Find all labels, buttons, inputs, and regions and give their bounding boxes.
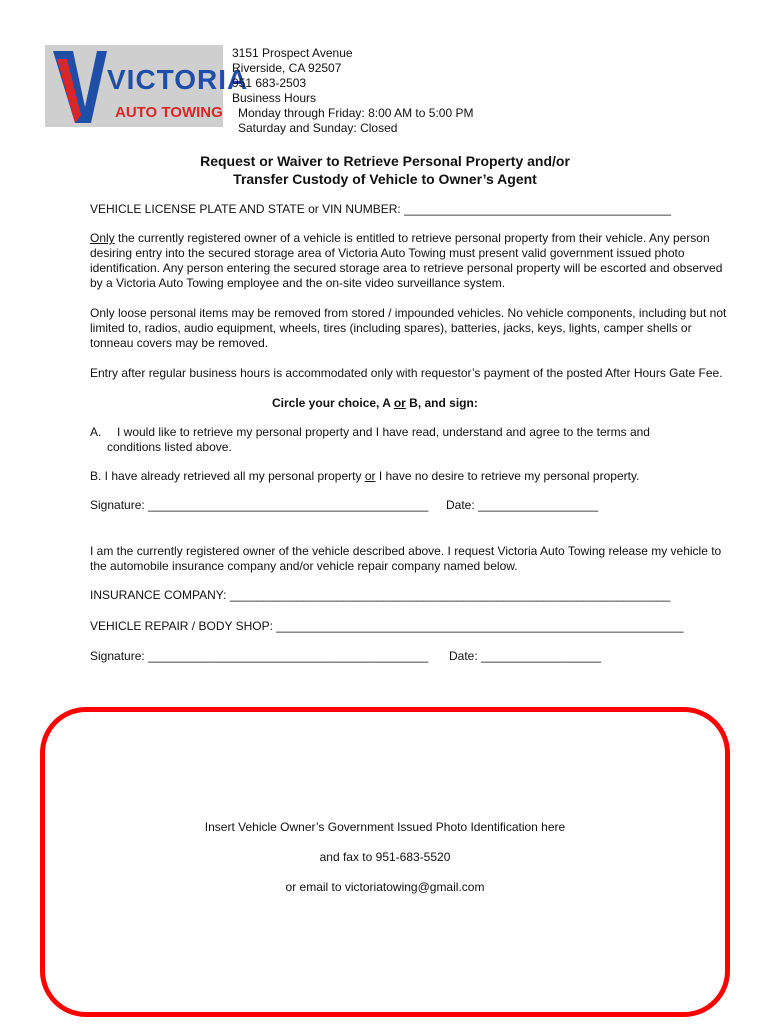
- title-line1: Request or Waiver to Retrieve Personal Property and/or: [200, 153, 570, 169]
- title-line2: Transfer Custody of Vehicle to Owner’s Agent: [233, 171, 537, 187]
- photo-box-line1: Insert Vehicle Owner’s Government Issued Photo Identification here: [204, 820, 566, 834]
- signature-blank-1[interactable]: __________________________________________: [148, 498, 429, 512]
- form-title: [90, 152, 680, 188]
- option-a[interactable]: [90, 425, 650, 440]
- hours-label: Business Hours: [232, 91, 317, 105]
- only-emphasis: Only: [90, 231, 115, 245]
- vin-label: VEHICLE LICENSE PLATE AND STATE or VIN NUMBER:: [90, 202, 401, 216]
- date-label-2: Date:: [449, 649, 482, 663]
- address-line2: Riverside, CA 92507: [232, 61, 342, 75]
- signature-label-2: Signature:: [90, 649, 149, 663]
- date-blank-1[interactable]: __________________: [478, 498, 599, 512]
- hours-weekend: Saturday and Sunday: Closed: [238, 121, 398, 135]
- after-hours-paragraph: Entry after regular business hours is accommodated only with requestor’s payment of the posted After Hours Gate Fee.: [90, 366, 723, 380]
- logo-name-line2: AUTO TOWING: [115, 104, 223, 121]
- option-a-line1: I would like to retrieve my personal property and I have read, understand and agree to the terms and: [117, 425, 650, 439]
- company-logo: [45, 45, 249, 127]
- choice-or: or: [393, 396, 406, 410]
- choice-post: B, and sign:: [405, 396, 478, 410]
- hours-weekday: Monday through Friday: 8:00 AM to 5:00 PM: [238, 106, 474, 120]
- phone-number: 951 683-2503: [232, 76, 307, 90]
- date-line-1[interactable]: [446, 498, 598, 513]
- loose-items-paragraph: Only loose personal items may be removed from stored / impounded vehicles. No vehicle components, including but not limited to, radios, audio equipment, wheels, tires (including spares), batteries, jacks, keys, lights, camper shells or tonneau covers may be removed.: [90, 306, 727, 350]
- option-b[interactable]: [90, 469, 639, 484]
- date-blank-2[interactable]: __________________: [481, 649, 602, 663]
- option-a-label: A.: [90, 425, 102, 439]
- logo-name-line1: VICTORIA: [107, 64, 249, 95]
- signature-blank-2[interactable]: __________________________________________: [148, 649, 429, 663]
- option-b-pre: B. I have already retrieved all my personal property: [90, 469, 365, 483]
- date-label-1: Date:: [446, 498, 479, 512]
- vin-field[interactable]: [90, 202, 671, 217]
- release-paragraph: I am the currently registered owner of the vehicle described above. I request Victoria Auto Towing release my vehicle to the automobile insurance company and/or vehicle repair company named below.: [90, 544, 722, 573]
- address-line1: 3151 Prospect Avenue: [232, 46, 353, 60]
- ownership-paragraph: [90, 231, 730, 291]
- insurance-label: INSURANCE COMPANY:: [90, 588, 230, 602]
- signature-line-1[interactable]: [90, 498, 428, 513]
- company-info: [232, 46, 473, 136]
- option-b-post: I have no desire to retrieve my personal property.: [375, 469, 640, 483]
- choice-pre: Circle your choice, A: [272, 396, 394, 410]
- repair-shop-blank[interactable]: _____________________________________________________________: [276, 619, 684, 633]
- option-a-line2: conditions listed above.: [107, 440, 232, 454]
- signature-label-1: Signature:: [90, 498, 149, 512]
- photo-box-line3: or email to victoriatowing@gmail.com: [285, 880, 485, 894]
- victoria-logo-graphic: [45, 45, 249, 127]
- date-line-2[interactable]: [449, 649, 601, 664]
- repair-shop-field[interactable]: [90, 619, 683, 634]
- ownership-text: the currently registered owner of a vehicle is entitled to retrieve personal property from their vehicle. Any person desiring entry into the secured storage area of Victoria Auto Towing must present valid government issued photo identification. Any person entering the secured storage area to retrieve personal property will be escorted and observed by a Victoria Auto Towing employee and the on-site video surveillance system.: [90, 231, 723, 290]
- choice-instruction: [272, 396, 478, 411]
- insurance-field[interactable]: [90, 588, 670, 603]
- vin-blank[interactable]: ________________________________________: [404, 202, 672, 216]
- signature-line-2[interactable]: [90, 649, 428, 664]
- insurance-blank[interactable]: __________________________________________________________________: [229, 588, 671, 602]
- option-b-or: or: [364, 469, 376, 483]
- repair-shop-label: VEHICLE REPAIR / BODY SHOP:: [90, 619, 277, 633]
- photo-box-line2: and fax to 951-683-5520: [319, 850, 451, 864]
